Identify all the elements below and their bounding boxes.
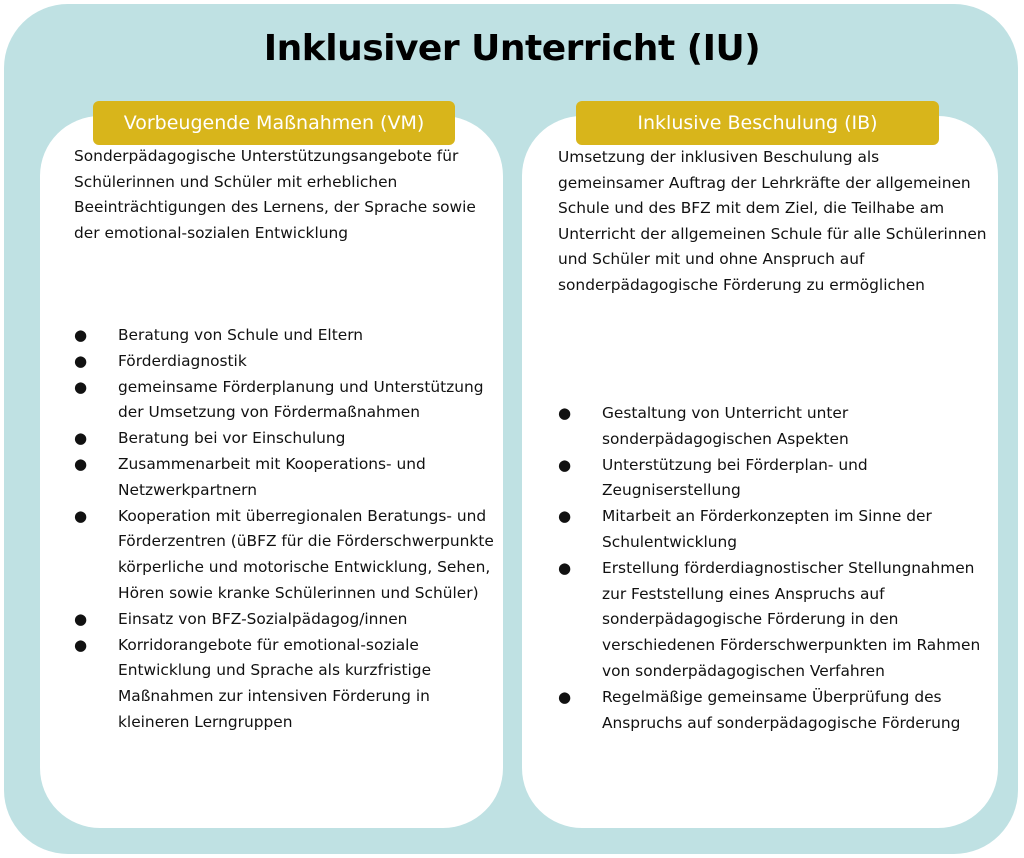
list-item: ● Förderdiagnostik [74, 349, 494, 375]
list-item: ● Korridorangebote für emotional-soziale Entwicklung und Sprache als kurzfristige Maßnahmen zur intensiven Förderung in kleineren Lerngruppen [74, 633, 494, 736]
left-list [74, 323, 494, 736]
list-item: ● Einsatz von BFZ-Sozialpädagog/innen [74, 607, 494, 633]
list-item: ● Zusammenarbeit mit Kooperations- und Netzwerkpartnern [74, 452, 494, 504]
bullet-icon: ● [74, 454, 88, 473]
bullet-icon: ● [74, 351, 88, 370]
page-title: Inklusiver Unterricht (IU) [263, 28, 761, 69]
list-item: ● gemeinsame Förderplanung und Unterstützung der Umsetzung von Fördermaßnahmen [74, 375, 494, 427]
left-header: Vorbeugende Maßnahmen (VM) [93, 101, 455, 145]
right-description: Umsetzung der inklusiven Beschulung als gemeinsamer Auftrag der Lehrkräfte der allgemeinen Schule und des BFZ mit dem Ziel, die Teilhabe am Unterricht der allgemeinen Schule für alle Schülerinnen und Schüler mit und ohne Anspruch auf sonderpädagogische Förderung zu ermöglichen [558, 148, 987, 294]
list-item: ● Regelmäßige gemeinsame Überprüfung des Anspruchs auf sonderpädagogische Förderung [558, 685, 988, 737]
right-list [558, 401, 988, 736]
left-description: Sonderpädagogische Unterstützungsangebote für Schülerinnen und Schüler mit erheblichen Beeinträchtigungen des Lernens, der Sprache sowie der emotional-sozialen Entwicklung [74, 147, 476, 242]
bullet-icon: ● [74, 326, 88, 344]
list-item: ● Beratung von Schule und Eltern [74, 323, 494, 349]
bullet-icon: ● [74, 429, 88, 448]
list-item: ● Beratung bei vor Einschulung [74, 426, 494, 452]
bullet-icon: ● [74, 506, 88, 525]
right-header: Inklusive Beschulung (IB) [576, 101, 939, 145]
bullet-icon: ● [558, 507, 572, 526]
bullet-icon: ● [558, 404, 572, 422]
list-item: ● Kooperation mit überregionalen Beratungs- und Förderzentren (üBFZ für die Förderschwerpunkte körperliche und motorische Entwicklung, Sehen, Hören sowie kranke Schülerinnen und Schüler) [74, 504, 494, 607]
bullet-icon: ● [74, 609, 88, 628]
bullet-icon: ● [74, 635, 88, 654]
list-item: ● Mitarbeit an Förderkonzepten im Sinne der Schulentwicklung [558, 504, 988, 556]
bullet-icon: ● [558, 558, 572, 577]
bullet-icon: ● [74, 377, 88, 396]
bullet-icon: ● [558, 687, 572, 706]
list-item: ● Gestaltung von Unterricht unter sonderpädagogischen Aspekten [558, 401, 988, 453]
bullet-icon: ● [558, 455, 572, 474]
list-item: ● Erstellung förderdiagnostischer Stellungnahmen zur Feststellung eines Anspruchs auf sonderpädagogische Förderung in den verschiedenen Förderschwerpunkten im Rahmen von sonderpädagogischen Verfahren [558, 556, 988, 685]
list-item: ● Unterstützung bei Förderplan- und Zeugniserstellung [558, 453, 988, 505]
